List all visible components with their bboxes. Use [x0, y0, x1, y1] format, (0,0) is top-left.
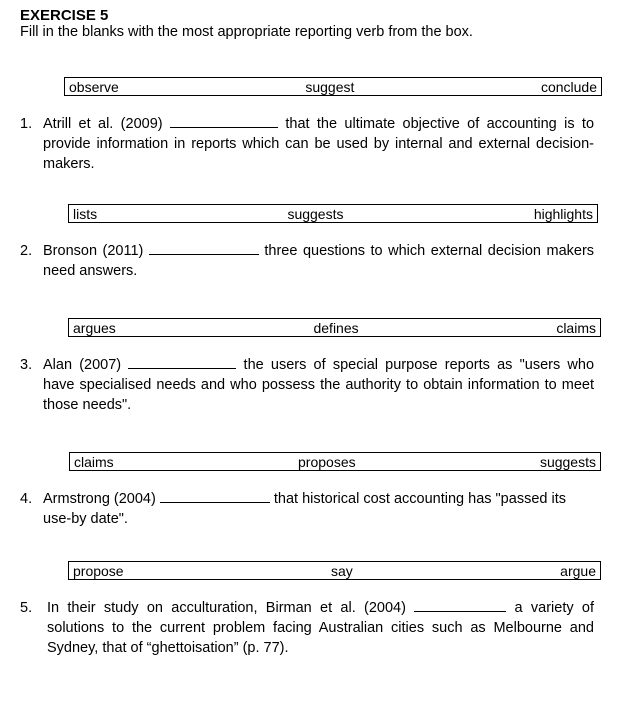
option-5-c[interactable]: argue [560, 562, 596, 579]
question-number-5: 5. [20, 600, 33, 616]
question-number-1: 1. [20, 116, 33, 132]
question-2-after: three questions to which external decision makers need answers. [43, 243, 595, 279]
option-1-b[interactable]: suggest [305, 78, 355, 95]
exercise-instruction: Fill in the blanks with the most appropriate reporting verb from the box. [20, 24, 473, 40]
question-1 [20, 114, 594, 174]
word-box-1 [64, 77, 602, 96]
option-4-a[interactable]: claims [74, 453, 114, 470]
option-1-a[interactable]: observe [69, 78, 119, 95]
question-3 [20, 355, 594, 415]
answer-blank-3[interactable] [128, 355, 236, 369]
answer-blank-2[interactable] [149, 241, 259, 255]
option-3-b[interactable]: defines [313, 319, 359, 336]
word-box-5 [68, 561, 601, 580]
question-number-2: 2. [20, 243, 33, 259]
question-5 [20, 598, 594, 658]
option-1-c[interactable]: conclude [540, 78, 597, 95]
question-5-after: a variety of solutions to the current problem facing Australian cities such as Melbourne and Sydney, that of “ghettoisation” (p. 77). [47, 600, 595, 656]
option-3-c[interactable]: claims [556, 319, 596, 336]
question-4-before: Armstrong (2004) [43, 491, 156, 507]
answer-blank-4[interactable] [160, 489, 270, 503]
question-2 [20, 241, 594, 281]
option-5-b[interactable]: say [330, 562, 353, 579]
question-number-3: 3. [20, 357, 33, 373]
option-3-a[interactable]: argues [73, 319, 116, 336]
option-5-a[interactable]: propose [73, 562, 124, 579]
question-3-before: Alan (2007) [43, 357, 122, 373]
question-3-after: the users of special purpose reports as "users who have specialised needs and who possess the authority to obtain information to meet those needs". [43, 357, 595, 413]
question-5-before: In their study on acculturation, Birman et al. (2004) [47, 600, 406, 616]
question-2-before: Bronson (2011) [43, 243, 144, 259]
answer-blank-1[interactable] [170, 114, 278, 128]
option-2-b[interactable]: suggests [287, 205, 344, 222]
option-2-a[interactable]: lists [73, 205, 98, 222]
question-4 [20, 489, 594, 529]
question-number-4: 4. [20, 491, 33, 507]
exercise-title: EXERCISE 5 [20, 7, 109, 24]
question-4-after: that historical cost accounting has "passed its use-by date". [43, 491, 566, 527]
option-2-c[interactable]: highlights [533, 205, 593, 222]
option-4-c[interactable]: suggests [539, 453, 596, 470]
option-4-b[interactable]: proposes [298, 453, 356, 470]
word-box-4 [69, 452, 601, 471]
answer-blank-5[interactable] [414, 598, 506, 612]
question-1-after: that the ultimate objective of accounting is to provide information in reports which can be used by internal and external decision-makers. [43, 116, 595, 172]
question-1-before: Atrill et al. (2009) [43, 116, 163, 132]
word-box-2 [68, 204, 598, 223]
word-box-3 [68, 318, 601, 337]
